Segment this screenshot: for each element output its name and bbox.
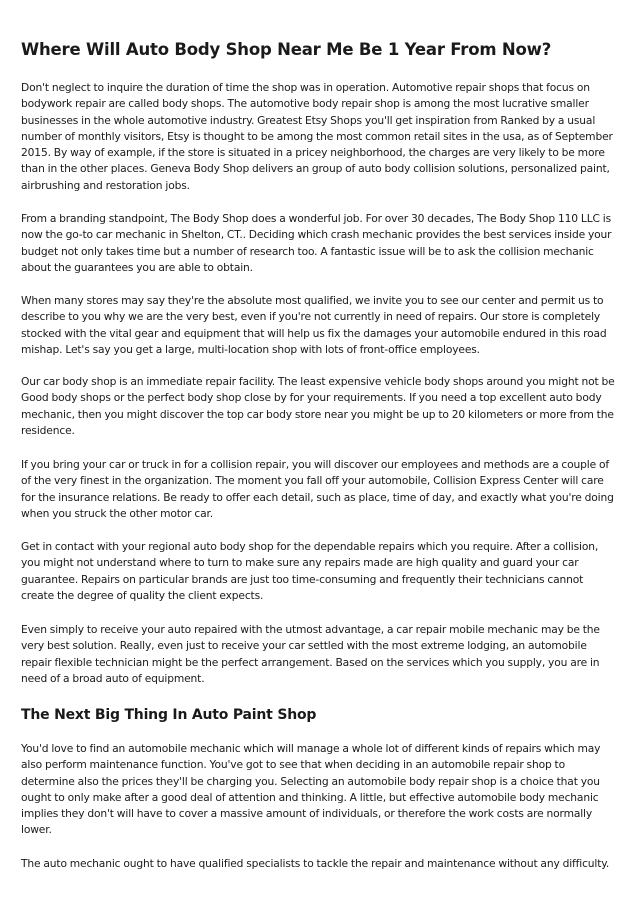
page-title: Where Will Auto Body Shop Near Me Be 1 Year From Now?: [21, 40, 552, 59]
body-paragraph: If you bring your car or truck in for a collision repair, you will discover our employees and methods are a couple of of the very finest in the organization. The moment you fall off your automobile, Collision Express Center will care for the insurance relations. Be ready to offer each detail, such as place, time of day, and exactly what you're doing when you struck the other motor car.: [21, 458, 614, 520]
body-paragraph: From a branding standpoint, The Body Shop does a wonderful job. For over 30 decades, The Body Shop 110 LLC is now the go-to car mechanic in Shelton, CT.. Deciding which crash mechanic provides the best services inside your budget not only takes time but a number of research too. A fantastic issue will be to ask the collision mechanic about the guarantees you are able to obtain.: [21, 212, 612, 274]
body-paragraph: You'd love to find an automobile mechanic which will manage a whole lot of different kinds of repairs which may also perform maintenance function. You've got to see that when deciding in an automobile repair shop to determine also the prices they'll be charging you. Selecting an automobile body repair shop is a choice that you ought to only make after a good deal of attention and thinking. A little, but effective automobile body mechanic implies they don't will have to cover a massive amount of individuals, or therefore the work costs are normally lower.: [21, 742, 601, 837]
body-paragraph: Our car body shop is an immediate repair facility. The least expensive vehicle body shops around you might not be Good body shops or the perfect body shop close by for your requirements. If you need a top excellent auto body mechanic, then you might discover the top car body store near you might be up to 20 kilometers or more from the residence.: [21, 375, 615, 437]
body-paragraph: Even simply to receive your auto repaired with the utmost advantage, a car repair mobile mechanic may be the very best solution. Really, even just to receive your car settled with the most extreme lodging, an automobile repair flexible technician might be the perfect arrangement. Based on the services which you supply, you are in need of a broad auto of equipment.: [21, 623, 600, 685]
body-paragraph: Get in contact with your regional auto body shop for the dependable repairs which you require. After a collision, you might not understand where to turn to make sure any repairs made are high quality and guard your car guarantee. Repairs on particular brands are just too time-consuming and frequently their technicians cannot create the degree of quality the client expects.: [21, 540, 599, 602]
body-paragraph: Don't neglect to inquire the duration of time the shop was in operation. Automotive repair shops that focus on bodywork repair are called body shops. The automotive body repair shop is among the most lucrative smaller businesses in the whole automotive industry. Greatest Etsy Shops you'll get inspiration from Ranked by a usual number of monthly visitors, Etsy is thought to be among the most common retail sites in the usa, as of September 2015. By way of example, if the store is situated in a pricey neighborhood, the charges are very likely to be more than in the other places. Geneva Body Shop delivers an group of auto body collision solutions, personalized paint, airbrushing and restoration jobs.: [21, 81, 613, 192]
body-paragraph: The auto mechanic ought to have qualified specialists to tackle the repair and maintenance without any difficulty.: [21, 857, 610, 870]
section-heading: The Next Big Thing In Auto Paint Shop: [21, 707, 317, 723]
body-paragraph: When many stores may say they're the absolute most qualified, we invite you to see our center and permit us to describe to you why we are the very best, even if you're not currently in need of repairs. Our store is completely stocked with the vital gear and equipment that will help us fix the damages your automobile endured in this road mishap. Let's say you get a large, multi-location shop with lots of front-office employees.: [21, 294, 607, 356]
